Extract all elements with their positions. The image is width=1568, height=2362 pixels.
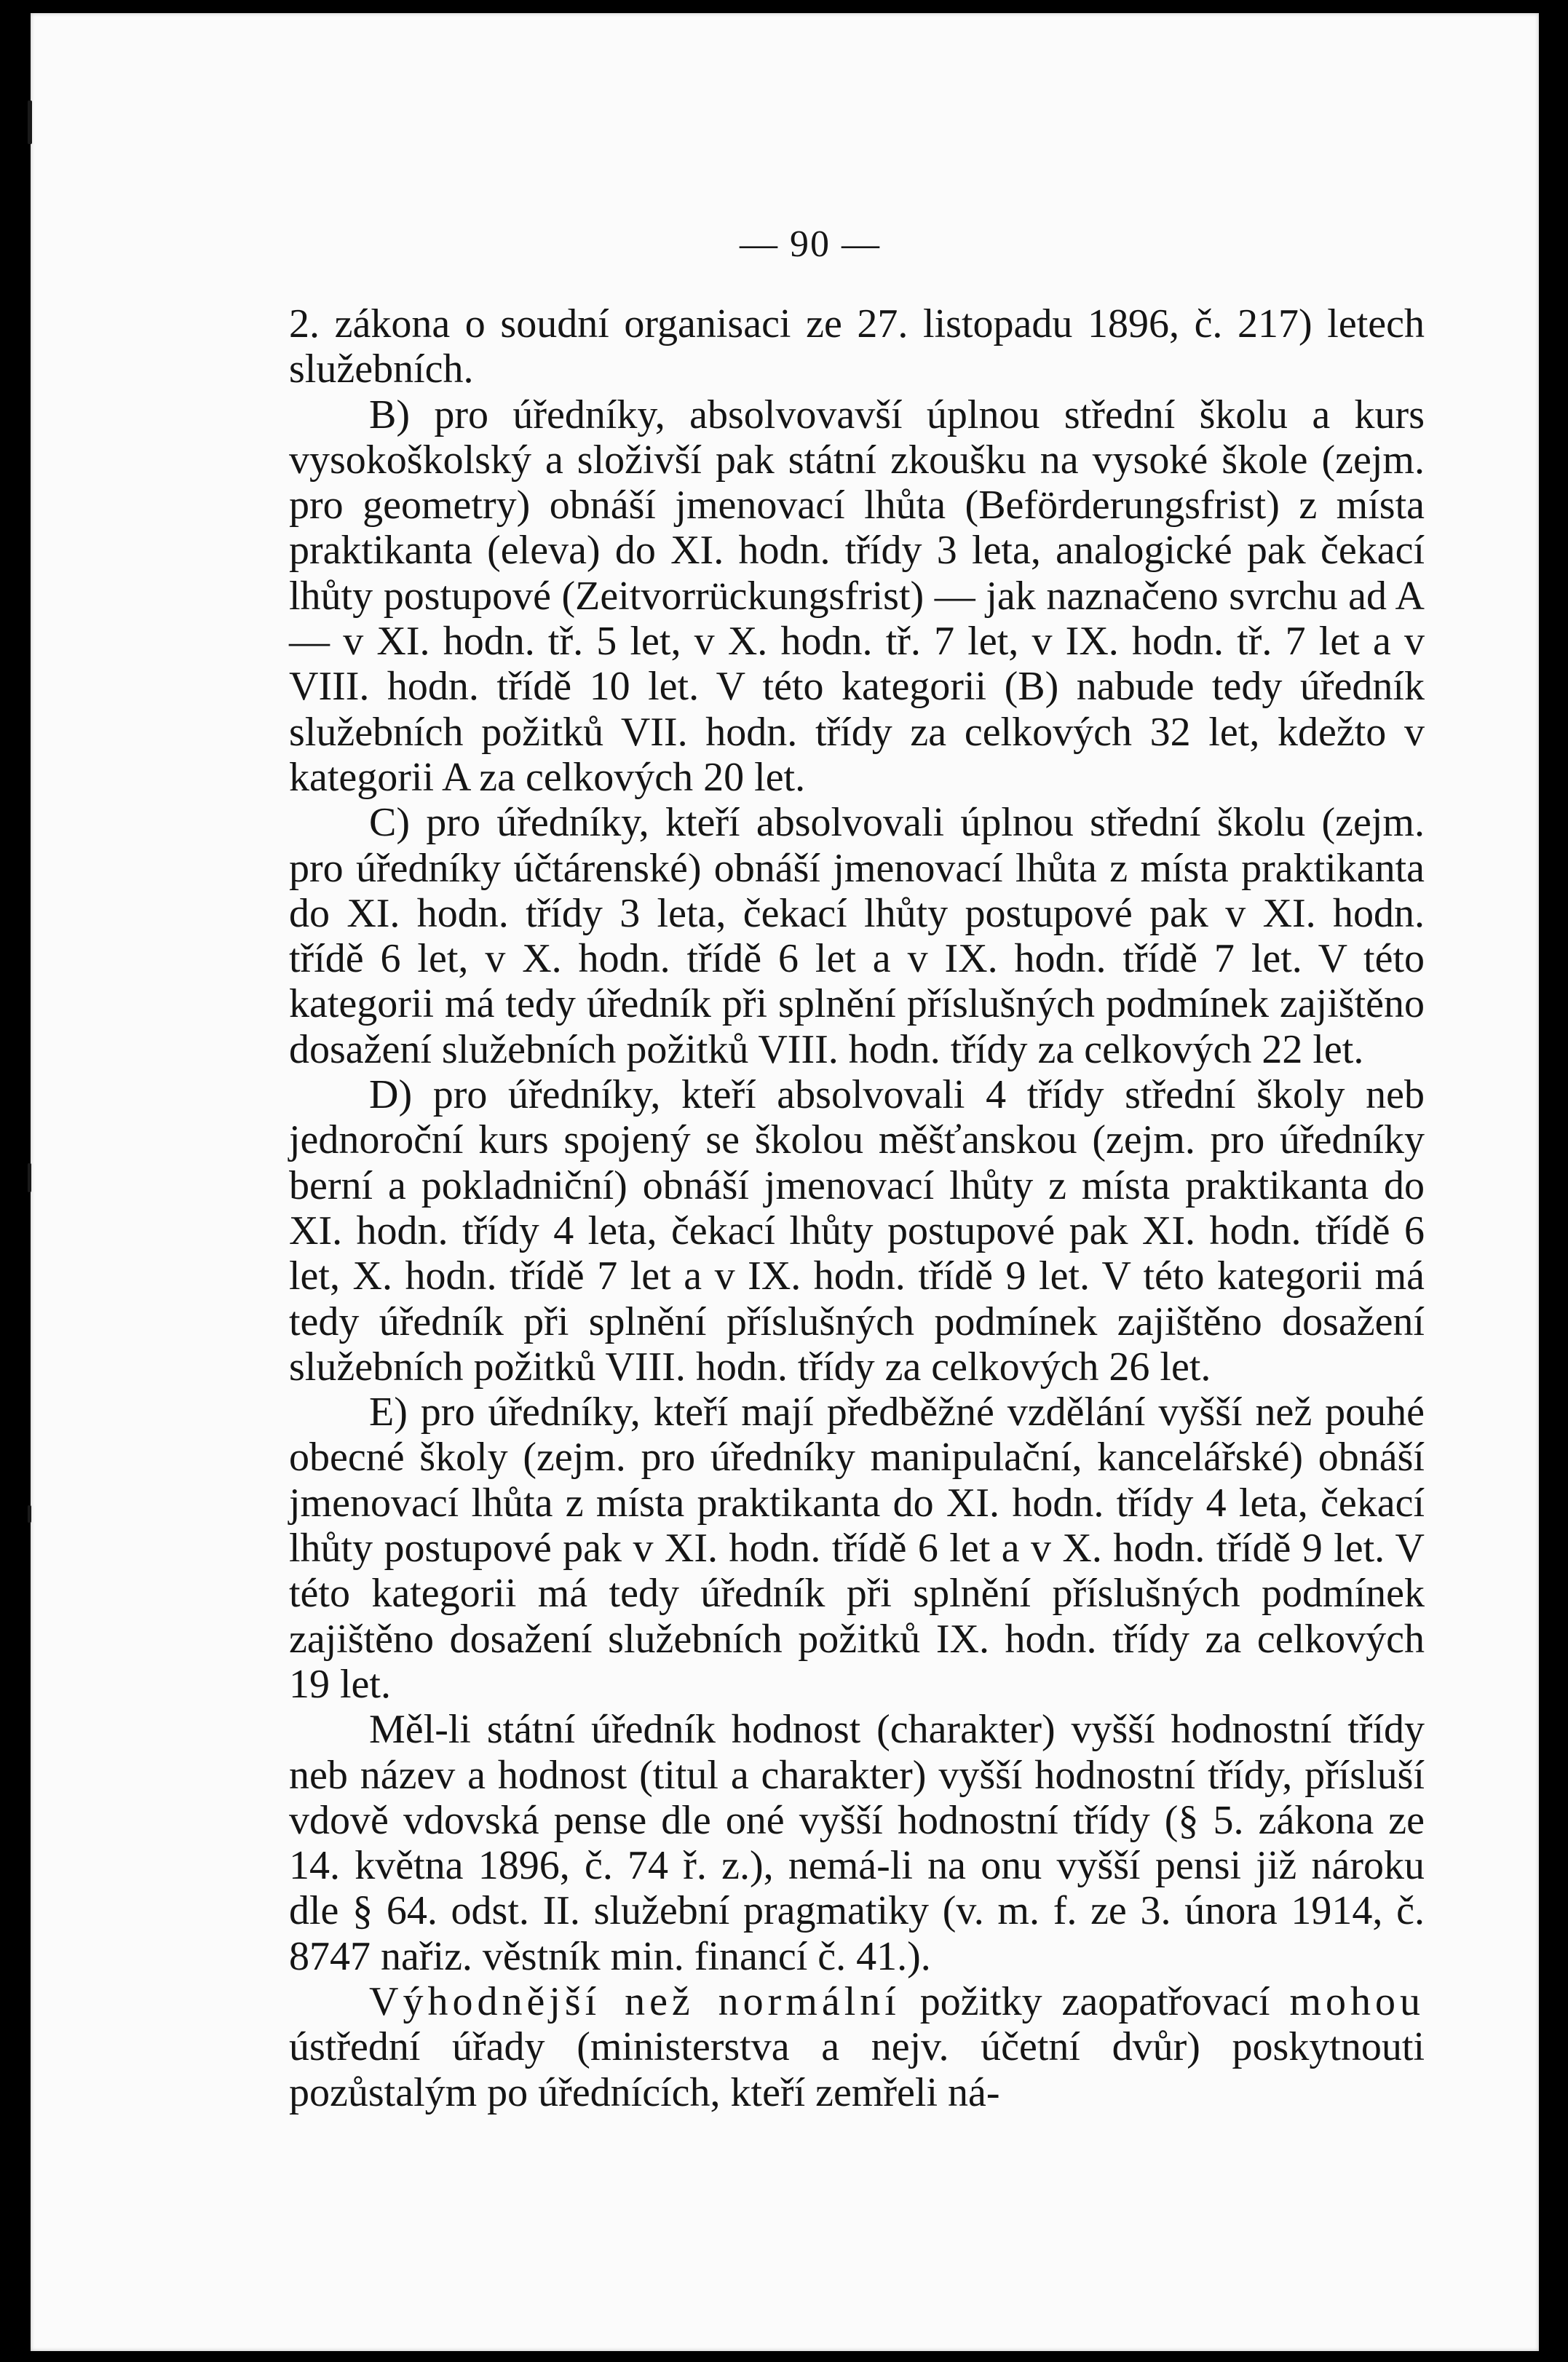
page-number: — 90 — bbox=[740, 223, 881, 265]
paragraph: B) pro úředníky, absolvovavší úplnou střední školu a kurs vysokoškolský a složivší pak státní zkoušku na vysoké škole (zejm. pro geometry) obnáší jmenovací lhůta (Beförderungsfrist) z místa praktikanta (eleva) do XI. hodn. třídy 3 leta, analogické pak čekací lhůty postupové (Zeitvorrückungsfrist) — jak naznačeno svrchu ad A — v XI. hodn. tř. 5 let, v X. hodn. tř. 7 let, v IX. hodn. tř. 7 let a v VIII. hodn. třídě 10 let. V této kategorii (B) nabude tedy úředník služebních požitků VII. hodn. třídy za celkových 32 let, kdežto v kategorii A za celkových 20 let. bbox=[289, 392, 1425, 800]
scan-speck bbox=[28, 1505, 31, 1523]
page-sheet bbox=[31, 13, 1539, 2351]
paragraph: 2. zákona o soudní organisaci ze 27. listopadu 1896, č. 217) letech služebních. bbox=[289, 301, 1425, 392]
spaced-text: mohou bbox=[1289, 1978, 1425, 2024]
scan-speck bbox=[28, 1163, 31, 1192]
paragraph-text: požitky zaopatřovací bbox=[900, 1978, 1290, 2024]
spaced-text: Výhodnější než normální bbox=[369, 1978, 900, 2024]
paragraph: E) pro úředníky, kteří mají předběžné vzdělání vyšší než pouhé obecné školy (zejm. pro úředníky manipulační, kancelářské) obnáší jmenovací lhůta z místa praktikanta do XI. hodn. třídy 4 leta, čekací lhůty postupové pak v XI. hodn. třídě 6 let a v X. hodn. třídě 9 let. V této kategorii má tedy úředník při splnění příslušných podmínek zajištěno dosažení služebních požitků IX. hodn. třídy za celkových 19 let. bbox=[289, 1390, 1425, 1707]
body-text bbox=[289, 301, 1425, 2115]
scan-speck bbox=[28, 100, 32, 144]
paragraph: D) pro úředníky, kteří absolvovali 4 třídy střední školy neb jednoroční kurs spojený se školou měšťanskou (zejm. pro úředníky berní a pokladniční) obnáší jmenovací lhůty z místa praktikanta do XI. hodn. třídy 4 leta, čekací lhůty postupové pak XI. hodn. třídě 6 let, X. hodn. třídě 7 let a v IX. hodn. třídě 9 let. V této kategorii má tedy úředník při splnění příslušných podmínek zajištěno dosažení služebních požitků VIII. hodn. třídy za celkových 26 let. bbox=[289, 1072, 1425, 1390]
paragraph-text: ústřední úřady (ministerstva a nejv. účetní dvůr) poskytnouti pozůstalým po úřednících, kteří zemřeli ná- bbox=[289, 2024, 1425, 2115]
paragraph: C) pro úředníky, kteří absolvovali úplnou střední školu (zejm. pro úředníky účtárenské) obnáší jmenovací lhůta z místa praktikanta do XI. hodn. třídy 3 leta, čekací lhůty postupové pak v XI. hodn. třídě 6 let, v X. hodn. třídě 6 let a v IX. hodn. třídě 7 let. V této kategorii má tedy úředník při splnění příslušných podmínek zajištěno dosažení služebních požitků VIII. hodn. třídy za celkových 22 let. bbox=[289, 800, 1425, 1072]
paragraph: Měl-li státní úředník hodnost (charakter) vyšší hodnostní třídy neb název a hodnost (titul a charakter) vyšší hodnostní třídy, přísluší vdově vdovská pense dle oné vyšší hodnostní třídy (§ 5. zákona ze 14. května 1896, č. 74 ř. z.), nemá-li na onu vyšší pensi již nároku dle § 64. odst. II. služební pragmatiky (v. m. f. ze 3. února 1914, č. 8747 nařiz. věstník min. financí č. 41.). bbox=[289, 1707, 1425, 1979]
paragraph-last bbox=[289, 1979, 1425, 2115]
